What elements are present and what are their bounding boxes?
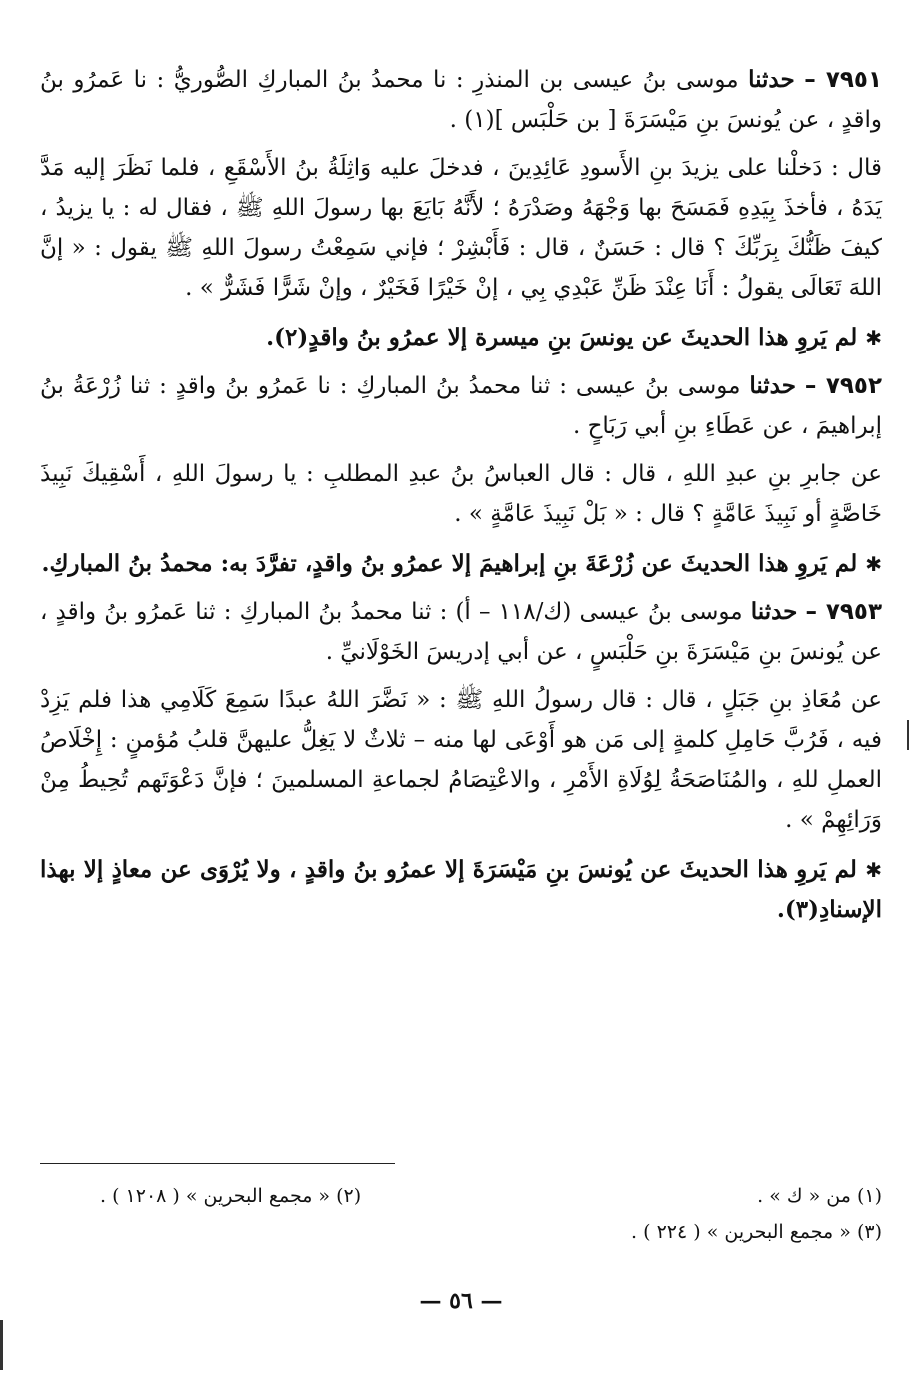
hadith-number: ٧٩٥١ – xyxy=(804,67,882,93)
hadith-matn: عن مُعَاذِ بنِ جَبَلٍ ، قال : قال رسولُ اللهِ ﷺ : « نَضَّرَ اللهُ عبدًا سَمِعَ كَلَامِي هذا فلم يَزِدْ فيه ، فَرُبَّ حَامِلِ كلمةٍ إلى مَن هو أَوْعَى لها منه – ثلاثٌ لا يَغِلُّ عليهنَّ قلبُ مُؤمنٍ : إِخْلَاصُ العملِ للهِ ، والمُنَاصَحَةُ لِوُلَاةِ الأَمْرِ ، والاعْتِصَامُ لجماعةِ المسلمينَ ؛ فإنَّ دَعْوَتَهم تُحِيطُ مِنْ وَرَائِهِمْ » . xyxy=(40,687,882,833)
hadith-note-text: لم يَروِ هذا الحديثَ عن يُونسَ بنِ مَيْسَرَةَ إلا عمرُو بنُ واقدٍ ، ولا يُرْوَى عن معاذٍ إلا بهذا الإسنادِ(٣). xyxy=(40,856,882,923)
page-number: — ٥٦ — xyxy=(419,1288,503,1314)
hadith-isnad-text: موسى بنُ عيسى (ك/١١٨ – أ) : ثنا محمدُ بنُ المباركِ : ثنا عَمرُو بنُ واقدٍ ، عن يُونسَ بنِ مَيْسَرَةَ بنِ حَلْبَسٍ ، عن أبي إدريسَ الخَوْلَانيِّ . xyxy=(40,599,882,665)
footnote-row xyxy=(40,1178,882,1214)
page-body xyxy=(40,60,882,938)
footnote-divider xyxy=(40,1163,395,1164)
hadith-note-text: لم يَروِ هذا الحديثَ عن زُرْعَةَ بنِ إبراهيمَ إلا عمرُو بنُ واقدٍ، تفرَّدَ به: محمدُ بنُ المباركِ. xyxy=(41,550,858,577)
footnotes xyxy=(40,1178,882,1250)
hadith-head: حدثنا xyxy=(750,598,798,625)
footnote-3: (٣) « مجمع البحرين » ( ٢٢٤ ) . xyxy=(631,1221,882,1243)
asterisk-icon: ✱ xyxy=(865,858,882,882)
hadith-head: حدثنا xyxy=(748,66,795,93)
footnote-row xyxy=(40,1214,882,1250)
hadith-isnad xyxy=(40,366,882,446)
footnote-1: (١) من « ك » . xyxy=(757,1185,882,1207)
hadith-number: ٧٩٥٢ – xyxy=(804,373,883,399)
hadith-number: ٧٩٥٣ – xyxy=(805,599,883,625)
hadith-isnad xyxy=(40,60,882,140)
scan-edge-mark xyxy=(907,720,909,750)
asterisk-icon: ✱ xyxy=(865,552,882,576)
hadith-isnad-text: موسى بنُ عيسى : ثنا محمدُ بنُ المباركِ : نا عَمرُو بنُ واقدٍ : ثنا زُرْعَةُ بنُ إبراهيمَ ، عن عَطَاءِ بنِ أبي رَبَاحٍ . xyxy=(40,373,882,439)
hadith-matn: عن جابرِ بنِ عبدِ اللهِ ، قال : قال العباسُ بنُ عبدِ المطلبِ : يا رسولَ اللهِ ، أَسْقِيكَ نَبِيذَ خَاصَّةٍ أو نَبِيذَ عَامَّةٍ ؟ قال : « بَلْ نَبِيذَ عَامَّةٍ » . xyxy=(40,461,882,527)
hadith-note xyxy=(40,544,882,584)
hadith-head: حدثنا xyxy=(749,372,796,399)
hadith-note xyxy=(40,318,882,358)
asterisk-icon: ✱ xyxy=(865,326,882,350)
hadith-matn: قال : دَخلْنا على يزيدَ بنِ الأَسودِ عَائِدِينَ ، فدخلَ عليه وَاثِلَةُ بنُ الأَسْقَعِ ، فلما نَظَرَ إليه مَدَّ يَدَهُ ، فأخذَ بِيَدِهِ فَمَسَحَ بها وَجْهَهُ وصَدْرَهُ ؛ لأَنَّهُ بَايَعَ بها رسولَ اللهِ ﷺ ، فقال له : يا يزيدُ ، كيفَ ظَنُّكَ بِرَبِّكَ ؟ قال : حَسَنٌ ، قال : فَأَبْشِرْ ؛ فإني سَمِعْتُ رسولَ اللهِ ﷺ يقول : « إنَّ اللهَ تَعَالَى يقولُ : أَنَا عِنْدَ ظَنِّ عَبْدِي بِي ، إنْ خَيْرًا فَخَيْرٌ ، وإنْ شَرًّا فَشَرٌّ » . xyxy=(40,155,882,301)
hadith-note xyxy=(40,850,882,930)
footnote-2: (٢) « مجمع البحرين » ( ١٢٠٨ ) . xyxy=(100,1185,362,1207)
hadith-isnad-text: موسى بنُ عيسى بن المنذرِ : نا محمدُ بنُ المباركِ الصُّوريُّ : نا عَمرُو بنُ واقدٍ ، عن يُونسَ بنِ مَيْسَرَةَ [ بن حَلْبَس ](١) . xyxy=(40,67,882,133)
hadith-isnad xyxy=(40,592,882,672)
scan-edge-mark xyxy=(0,1320,3,1370)
hadith-note-text: لم يَروِ هذا الحديثَ عن يونسَ بنِ ميسرة إلا عمرُو بنُ واقدٍ(٢). xyxy=(266,324,858,351)
